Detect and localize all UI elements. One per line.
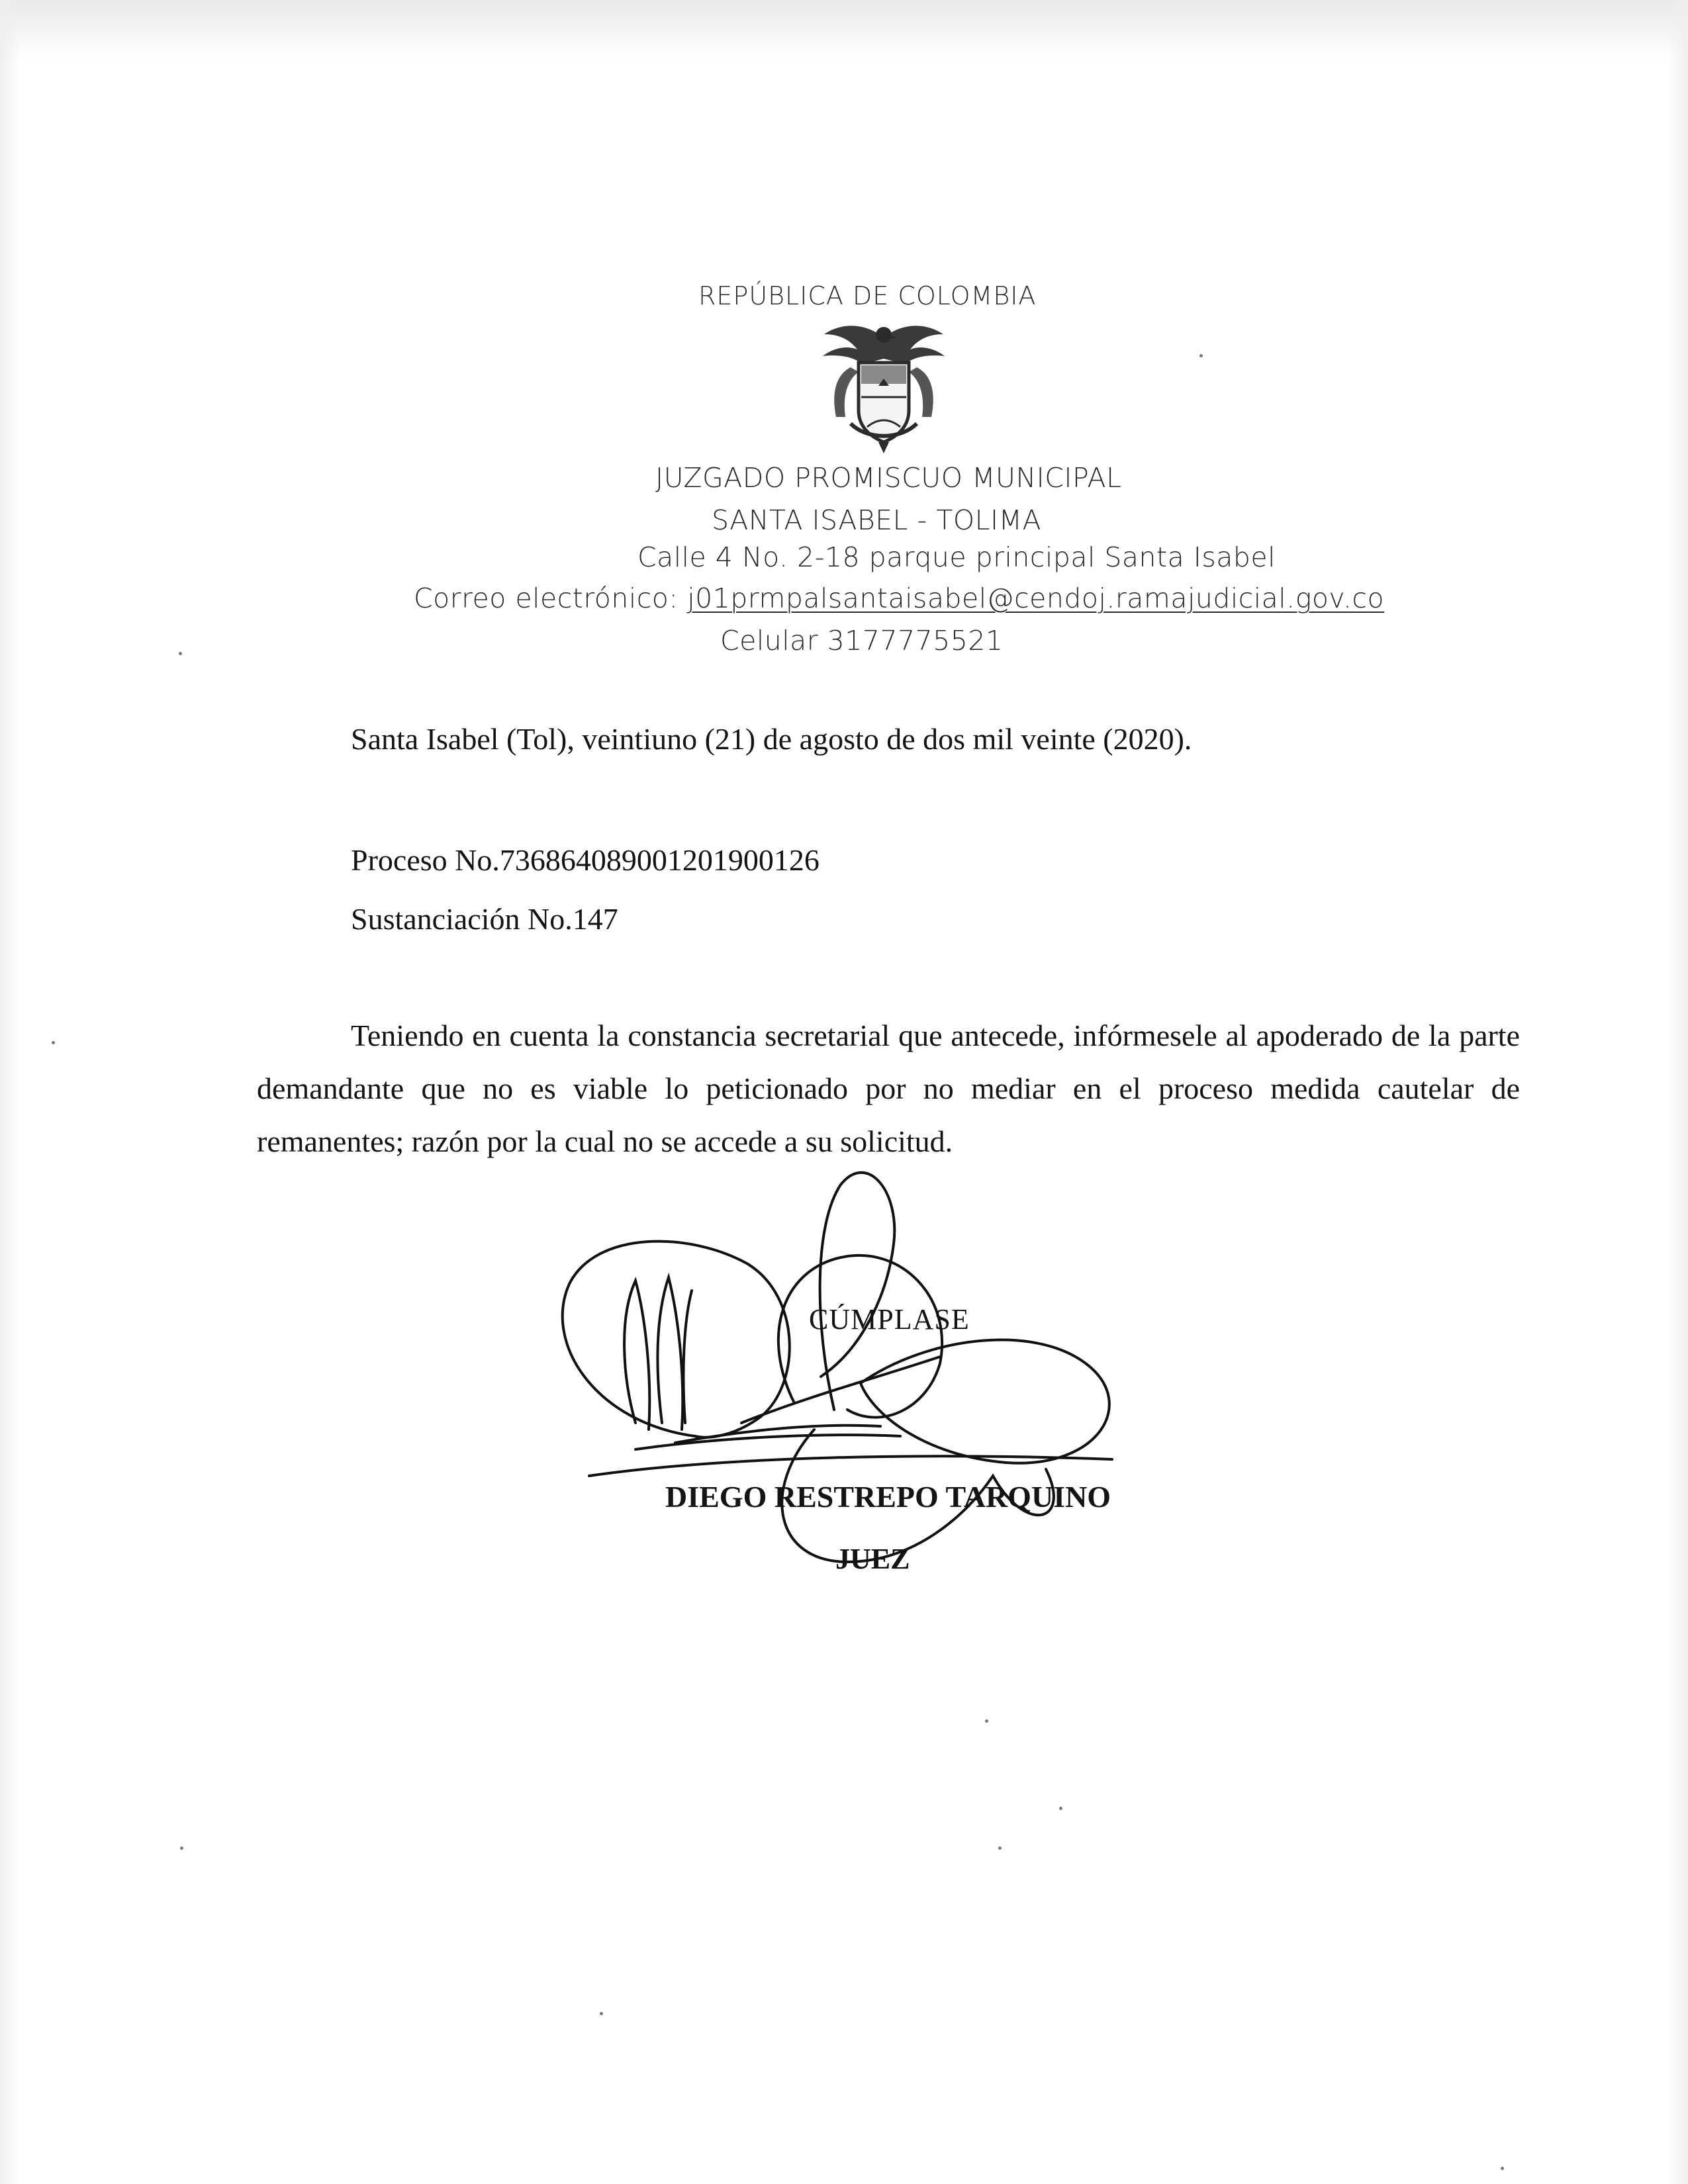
scan-edge-right bbox=[1668, 0, 1688, 2184]
fecha-lugar: Santa Isabel (Tol), veintiuno (21) de agosto de dos mil veinte (2020). bbox=[351, 722, 1192, 756]
header-celular: Celular 3177775521 bbox=[720, 625, 1004, 657]
coat-of-arms-icon bbox=[804, 318, 963, 457]
cumplase-label: CÚMPLASE bbox=[809, 1303, 970, 1336]
scan-speck bbox=[1501, 2167, 1504, 2170]
cuerpo-auto: Teniendo en cuenta la constancia secretarial que antecede, infórmesele al apoderado de la parte demandante que no es viable lo peticionado por no mediar en el proceso medida cautelar de remanentes; razón por la cual no se accede a su solicitud. bbox=[257, 1019, 1520, 1158]
scan-speck bbox=[998, 1846, 1002, 1850]
juez-cargo: JUEZ bbox=[835, 1543, 910, 1575]
correo-email-link[interactable]: j01prmpalsantaisabel@cendoj.ramajudicial.gov.co bbox=[687, 582, 1385, 614]
scan-speck bbox=[985, 1719, 988, 1723]
scan-speck bbox=[1059, 1807, 1062, 1810]
header-juzgado: JUZGADO PROMISCUO MUNICIPAL bbox=[655, 462, 1122, 494]
header-municipio: SANTA ISABEL - TOLIMA bbox=[712, 504, 1041, 536]
header-correo bbox=[414, 582, 1384, 614]
header-direccion: Calle 4 No. 2-18 parque principal Santa Isabel bbox=[637, 541, 1276, 573]
header-republica: REPÚBLICA DE COLOMBIA bbox=[698, 281, 1037, 310]
correo-label: Correo electrónico: bbox=[414, 582, 688, 614]
scan-edge-top bbox=[0, 0, 1688, 60]
scan-speck bbox=[179, 652, 182, 655]
scan-speck bbox=[600, 2012, 603, 2015]
scan-edge-left bbox=[0, 0, 20, 2184]
scan-speck bbox=[180, 1846, 183, 1850]
juez-nombre: DIEGO RESTREPO TARQUINO bbox=[665, 1480, 1111, 1514]
scan-speck bbox=[52, 1041, 55, 1044]
scan-speck bbox=[1199, 354, 1203, 357]
sustanciacion-numero: Sustanciación No.147 bbox=[351, 902, 618, 936]
proceso-numero: Proceso No.73686408900120190012​6 bbox=[351, 843, 820, 877]
